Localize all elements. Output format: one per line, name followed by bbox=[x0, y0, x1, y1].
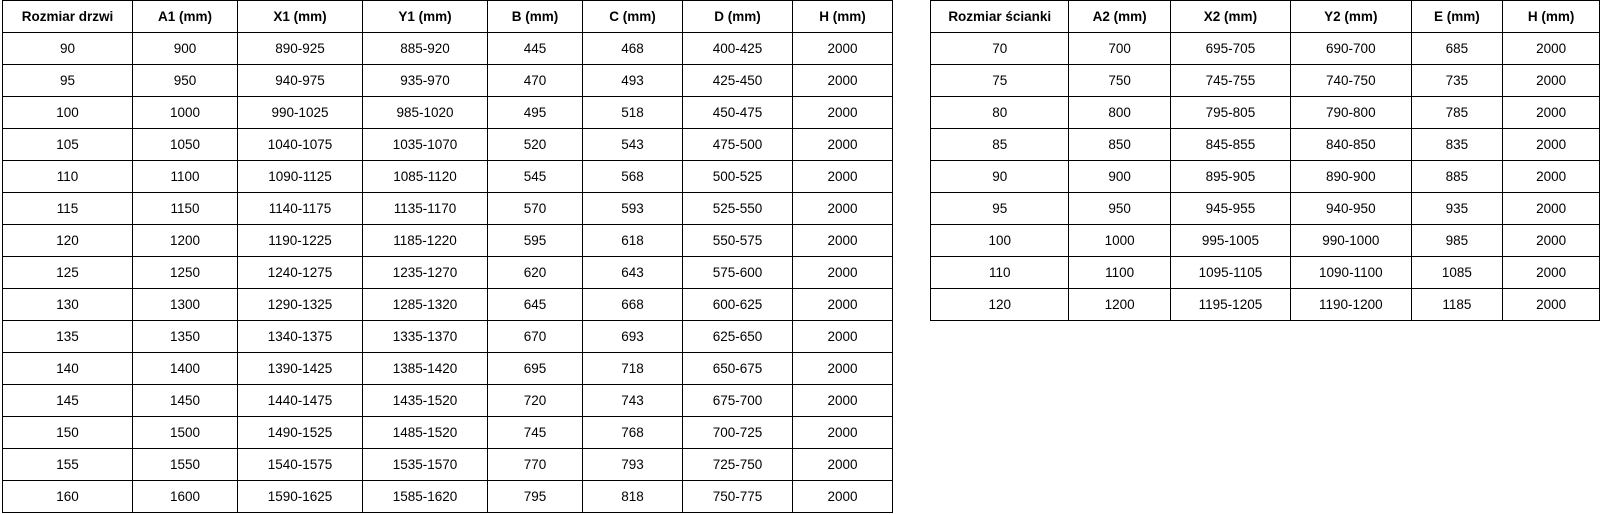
cell: 845-855 bbox=[1170, 129, 1290, 161]
cell: 2000 bbox=[1503, 225, 1600, 257]
cell: 500-525 bbox=[683, 161, 793, 193]
cell: 770 bbox=[488, 449, 583, 481]
cell: 800 bbox=[1069, 97, 1170, 129]
column-header-b: B (mm) bbox=[488, 1, 583, 33]
cell: 1450 bbox=[133, 385, 238, 417]
table-row bbox=[931, 161, 1600, 193]
table-row bbox=[931, 193, 1600, 225]
cell: 890-925 bbox=[238, 33, 363, 65]
cell: 1385-1420 bbox=[363, 353, 488, 385]
cell: 885 bbox=[1411, 161, 1503, 193]
cell: 685 bbox=[1411, 33, 1503, 65]
table-row bbox=[3, 257, 893, 289]
column-header-y2: Y2 (mm) bbox=[1291, 1, 1411, 33]
column-header-c: C (mm) bbox=[583, 1, 683, 33]
cell: 1285-1320 bbox=[363, 289, 488, 321]
table-row bbox=[931, 289, 1600, 321]
cell: 2000 bbox=[793, 193, 893, 225]
table-row bbox=[3, 321, 893, 353]
cell: 493 bbox=[583, 65, 683, 97]
cell: 140 bbox=[3, 353, 133, 385]
cell: 568 bbox=[583, 161, 683, 193]
cell: 2000 bbox=[793, 417, 893, 449]
walls-table-body bbox=[931, 33, 1600, 321]
table-row bbox=[3, 449, 893, 481]
cell: 150 bbox=[3, 417, 133, 449]
cell: 695 bbox=[488, 353, 583, 385]
column-header-h: H (mm) bbox=[793, 1, 893, 33]
cell: 80 bbox=[931, 97, 1069, 129]
doors-size-table-container bbox=[2, 0, 893, 513]
column-header-h: H (mm) bbox=[1503, 1, 1600, 33]
cell: 593 bbox=[583, 193, 683, 225]
cell: 985 bbox=[1411, 225, 1503, 257]
cell: 2000 bbox=[1503, 129, 1600, 161]
cell: 743 bbox=[583, 385, 683, 417]
cell: 2000 bbox=[1503, 257, 1600, 289]
column-header-a2: A2 (mm) bbox=[1069, 1, 1170, 33]
cell: 2000 bbox=[793, 33, 893, 65]
cell: 1335-1370 bbox=[363, 321, 488, 353]
table-row bbox=[3, 97, 893, 129]
cell: 818 bbox=[583, 481, 683, 513]
cell: 1535-1570 bbox=[363, 449, 488, 481]
cell: 595 bbox=[488, 225, 583, 257]
cell: 995-1005 bbox=[1170, 225, 1290, 257]
cell: 160 bbox=[3, 481, 133, 513]
cell: 850 bbox=[1069, 129, 1170, 161]
cell: 90 bbox=[3, 33, 133, 65]
cell: 718 bbox=[583, 353, 683, 385]
cell: 518 bbox=[583, 97, 683, 129]
cell: 1550 bbox=[133, 449, 238, 481]
cell: 1440-1475 bbox=[238, 385, 363, 417]
cell: 1000 bbox=[133, 97, 238, 129]
cell: 1190-1200 bbox=[1291, 289, 1411, 321]
cell: 525-550 bbox=[683, 193, 793, 225]
cell: 1240-1275 bbox=[238, 257, 363, 289]
column-header-e: E (mm) bbox=[1411, 1, 1503, 33]
table-header-row bbox=[931, 1, 1600, 33]
cell: 940-975 bbox=[238, 65, 363, 97]
table-row bbox=[3, 65, 893, 97]
cell: 2000 bbox=[1503, 97, 1600, 129]
table-row bbox=[3, 129, 893, 161]
cell: 95 bbox=[3, 65, 133, 97]
table-row bbox=[3, 161, 893, 193]
cell: 1250 bbox=[133, 257, 238, 289]
column-header-a1: A1 (mm) bbox=[133, 1, 238, 33]
cell: 545 bbox=[488, 161, 583, 193]
cell: 1500 bbox=[133, 417, 238, 449]
cell: 110 bbox=[931, 257, 1069, 289]
cell: 400-425 bbox=[683, 33, 793, 65]
cell: 1200 bbox=[1069, 289, 1170, 321]
cell: 990-1025 bbox=[238, 97, 363, 129]
cell: 625-650 bbox=[683, 321, 793, 353]
cell: 1100 bbox=[1069, 257, 1170, 289]
cell: 670 bbox=[488, 321, 583, 353]
cell: 2000 bbox=[1503, 65, 1600, 97]
cell: 1185 bbox=[1411, 289, 1503, 321]
cell: 1185-1220 bbox=[363, 225, 488, 257]
cell: 70 bbox=[931, 33, 1069, 65]
cell: 1390-1425 bbox=[238, 353, 363, 385]
cell: 1085-1120 bbox=[363, 161, 488, 193]
cell: 1140-1175 bbox=[238, 193, 363, 225]
cell: 575-600 bbox=[683, 257, 793, 289]
cell: 795-805 bbox=[1170, 97, 1290, 129]
cell: 750-775 bbox=[683, 481, 793, 513]
cell: 1300 bbox=[133, 289, 238, 321]
cell: 1435-1520 bbox=[363, 385, 488, 417]
cell: 768 bbox=[583, 417, 683, 449]
cell: 1400 bbox=[133, 353, 238, 385]
cell: 990-1000 bbox=[1291, 225, 1411, 257]
cell: 735 bbox=[1411, 65, 1503, 97]
cell: 135 bbox=[3, 321, 133, 353]
cell: 790-800 bbox=[1291, 97, 1411, 129]
cell: 690-700 bbox=[1291, 33, 1411, 65]
cell: 445 bbox=[488, 33, 583, 65]
cell: 95 bbox=[931, 193, 1069, 225]
cell: 130 bbox=[3, 289, 133, 321]
table-row bbox=[3, 481, 893, 513]
table-row bbox=[931, 225, 1600, 257]
column-header-rozmiar-scianki: Rozmiar ścianki bbox=[931, 1, 1069, 33]
cell: 1035-1070 bbox=[363, 129, 488, 161]
cell: 1200 bbox=[133, 225, 238, 257]
doors-table-header bbox=[3, 1, 893, 33]
cell: 1340-1375 bbox=[238, 321, 363, 353]
cell: 1485-1520 bbox=[363, 417, 488, 449]
cell: 945-955 bbox=[1170, 193, 1290, 225]
cell: 750 bbox=[1069, 65, 1170, 97]
cell: 835 bbox=[1411, 129, 1503, 161]
cell: 935 bbox=[1411, 193, 1503, 225]
cell: 645 bbox=[488, 289, 583, 321]
cell: 2000 bbox=[793, 449, 893, 481]
doors-size-table bbox=[2, 0, 893, 513]
cell: 75 bbox=[931, 65, 1069, 97]
cell: 950 bbox=[133, 65, 238, 97]
cell: 110 bbox=[3, 161, 133, 193]
cell: 2000 bbox=[793, 289, 893, 321]
cell: 105 bbox=[3, 129, 133, 161]
cell: 1150 bbox=[133, 193, 238, 225]
cell: 2000 bbox=[793, 129, 893, 161]
cell: 1350 bbox=[133, 321, 238, 353]
cell: 1000 bbox=[1069, 225, 1170, 257]
cell: 745 bbox=[488, 417, 583, 449]
cell: 1600 bbox=[133, 481, 238, 513]
table-row bbox=[3, 225, 893, 257]
table-row bbox=[3, 385, 893, 417]
cell: 693 bbox=[583, 321, 683, 353]
cell: 470 bbox=[488, 65, 583, 97]
column-header-x1: X1 (mm) bbox=[238, 1, 363, 33]
cell: 793 bbox=[583, 449, 683, 481]
cell: 940-950 bbox=[1291, 193, 1411, 225]
cell: 115 bbox=[3, 193, 133, 225]
table-row bbox=[931, 129, 1600, 161]
column-header-x2: X2 (mm) bbox=[1170, 1, 1290, 33]
cell: 520 bbox=[488, 129, 583, 161]
cell: 468 bbox=[583, 33, 683, 65]
cell: 85 bbox=[931, 129, 1069, 161]
table-row bbox=[3, 33, 893, 65]
cell: 120 bbox=[931, 289, 1069, 321]
cell: 2000 bbox=[793, 481, 893, 513]
cell: 450-475 bbox=[683, 97, 793, 129]
cell: 2000 bbox=[1503, 289, 1600, 321]
cell: 2000 bbox=[1503, 193, 1600, 225]
cell: 1050 bbox=[133, 129, 238, 161]
cell: 2000 bbox=[793, 161, 893, 193]
cell: 840-850 bbox=[1291, 129, 1411, 161]
table-row bbox=[3, 417, 893, 449]
cell: 740-750 bbox=[1291, 65, 1411, 97]
cell: 600-625 bbox=[683, 289, 793, 321]
cell: 745-755 bbox=[1170, 65, 1290, 97]
column-header-rozmiar-drzwi: Rozmiar drzwi bbox=[3, 1, 133, 33]
cell: 720 bbox=[488, 385, 583, 417]
cell: 550-575 bbox=[683, 225, 793, 257]
cell: 695-705 bbox=[1170, 33, 1290, 65]
column-header-d: D (mm) bbox=[683, 1, 793, 33]
cell: 935-970 bbox=[363, 65, 488, 97]
cell: 900 bbox=[1069, 161, 1170, 193]
cell: 2000 bbox=[793, 65, 893, 97]
cell: 643 bbox=[583, 257, 683, 289]
cell: 2000 bbox=[1503, 161, 1600, 193]
cell: 620 bbox=[488, 257, 583, 289]
cell: 425-450 bbox=[683, 65, 793, 97]
cell: 650-675 bbox=[683, 353, 793, 385]
cell: 495 bbox=[488, 97, 583, 129]
cell: 890-900 bbox=[1291, 161, 1411, 193]
cell: 1135-1170 bbox=[363, 193, 488, 225]
cell: 1540-1575 bbox=[238, 449, 363, 481]
cell: 90 bbox=[931, 161, 1069, 193]
walls-table-header bbox=[931, 1, 1600, 33]
cell: 475-500 bbox=[683, 129, 793, 161]
cell: 120 bbox=[3, 225, 133, 257]
cell: 1585-1620 bbox=[363, 481, 488, 513]
cell: 2000 bbox=[793, 385, 893, 417]
cell: 100 bbox=[3, 97, 133, 129]
cell: 1290-1325 bbox=[238, 289, 363, 321]
cell: 1100 bbox=[133, 161, 238, 193]
cell: 145 bbox=[3, 385, 133, 417]
cell: 2000 bbox=[1503, 33, 1600, 65]
cell: 675-700 bbox=[683, 385, 793, 417]
table-row bbox=[3, 193, 893, 225]
table-row bbox=[931, 33, 1600, 65]
walls-size-table bbox=[930, 0, 1600, 321]
table-row bbox=[931, 65, 1600, 97]
table-row bbox=[931, 97, 1600, 129]
table-row bbox=[3, 289, 893, 321]
cell: 1090-1100 bbox=[1291, 257, 1411, 289]
cell: 1095-1105 bbox=[1170, 257, 1290, 289]
doors-table-body bbox=[3, 33, 893, 513]
cell: 2000 bbox=[793, 321, 893, 353]
cell: 985-1020 bbox=[363, 97, 488, 129]
cell: 668 bbox=[583, 289, 683, 321]
cell: 785 bbox=[1411, 97, 1503, 129]
cell: 155 bbox=[3, 449, 133, 481]
cell: 618 bbox=[583, 225, 683, 257]
walls-size-table-container bbox=[930, 0, 1600, 321]
cell: 700-725 bbox=[683, 417, 793, 449]
cell: 1190-1225 bbox=[238, 225, 363, 257]
cell: 2000 bbox=[793, 353, 893, 385]
cell: 1490-1525 bbox=[238, 417, 363, 449]
table-header-row bbox=[3, 1, 893, 33]
cell: 725-750 bbox=[683, 449, 793, 481]
cell: 700 bbox=[1069, 33, 1170, 65]
cell: 1235-1270 bbox=[363, 257, 488, 289]
cell: 900 bbox=[133, 33, 238, 65]
cell: 543 bbox=[583, 129, 683, 161]
cell: 1085 bbox=[1411, 257, 1503, 289]
cell: 2000 bbox=[793, 97, 893, 129]
cell: 895-905 bbox=[1170, 161, 1290, 193]
cell: 1090-1125 bbox=[238, 161, 363, 193]
cell: 795 bbox=[488, 481, 583, 513]
cell: 2000 bbox=[793, 257, 893, 289]
cell: 2000 bbox=[793, 225, 893, 257]
table-row bbox=[3, 353, 893, 385]
cell: 885-920 bbox=[363, 33, 488, 65]
cell: 1040-1075 bbox=[238, 129, 363, 161]
cell: 1195-1205 bbox=[1170, 289, 1290, 321]
cell: 125 bbox=[3, 257, 133, 289]
cell: 1590-1625 bbox=[238, 481, 363, 513]
table-row bbox=[931, 257, 1600, 289]
cell: 950 bbox=[1069, 193, 1170, 225]
column-header-y1: Y1 (mm) bbox=[363, 1, 488, 33]
cell: 570 bbox=[488, 193, 583, 225]
cell: 100 bbox=[931, 225, 1069, 257]
